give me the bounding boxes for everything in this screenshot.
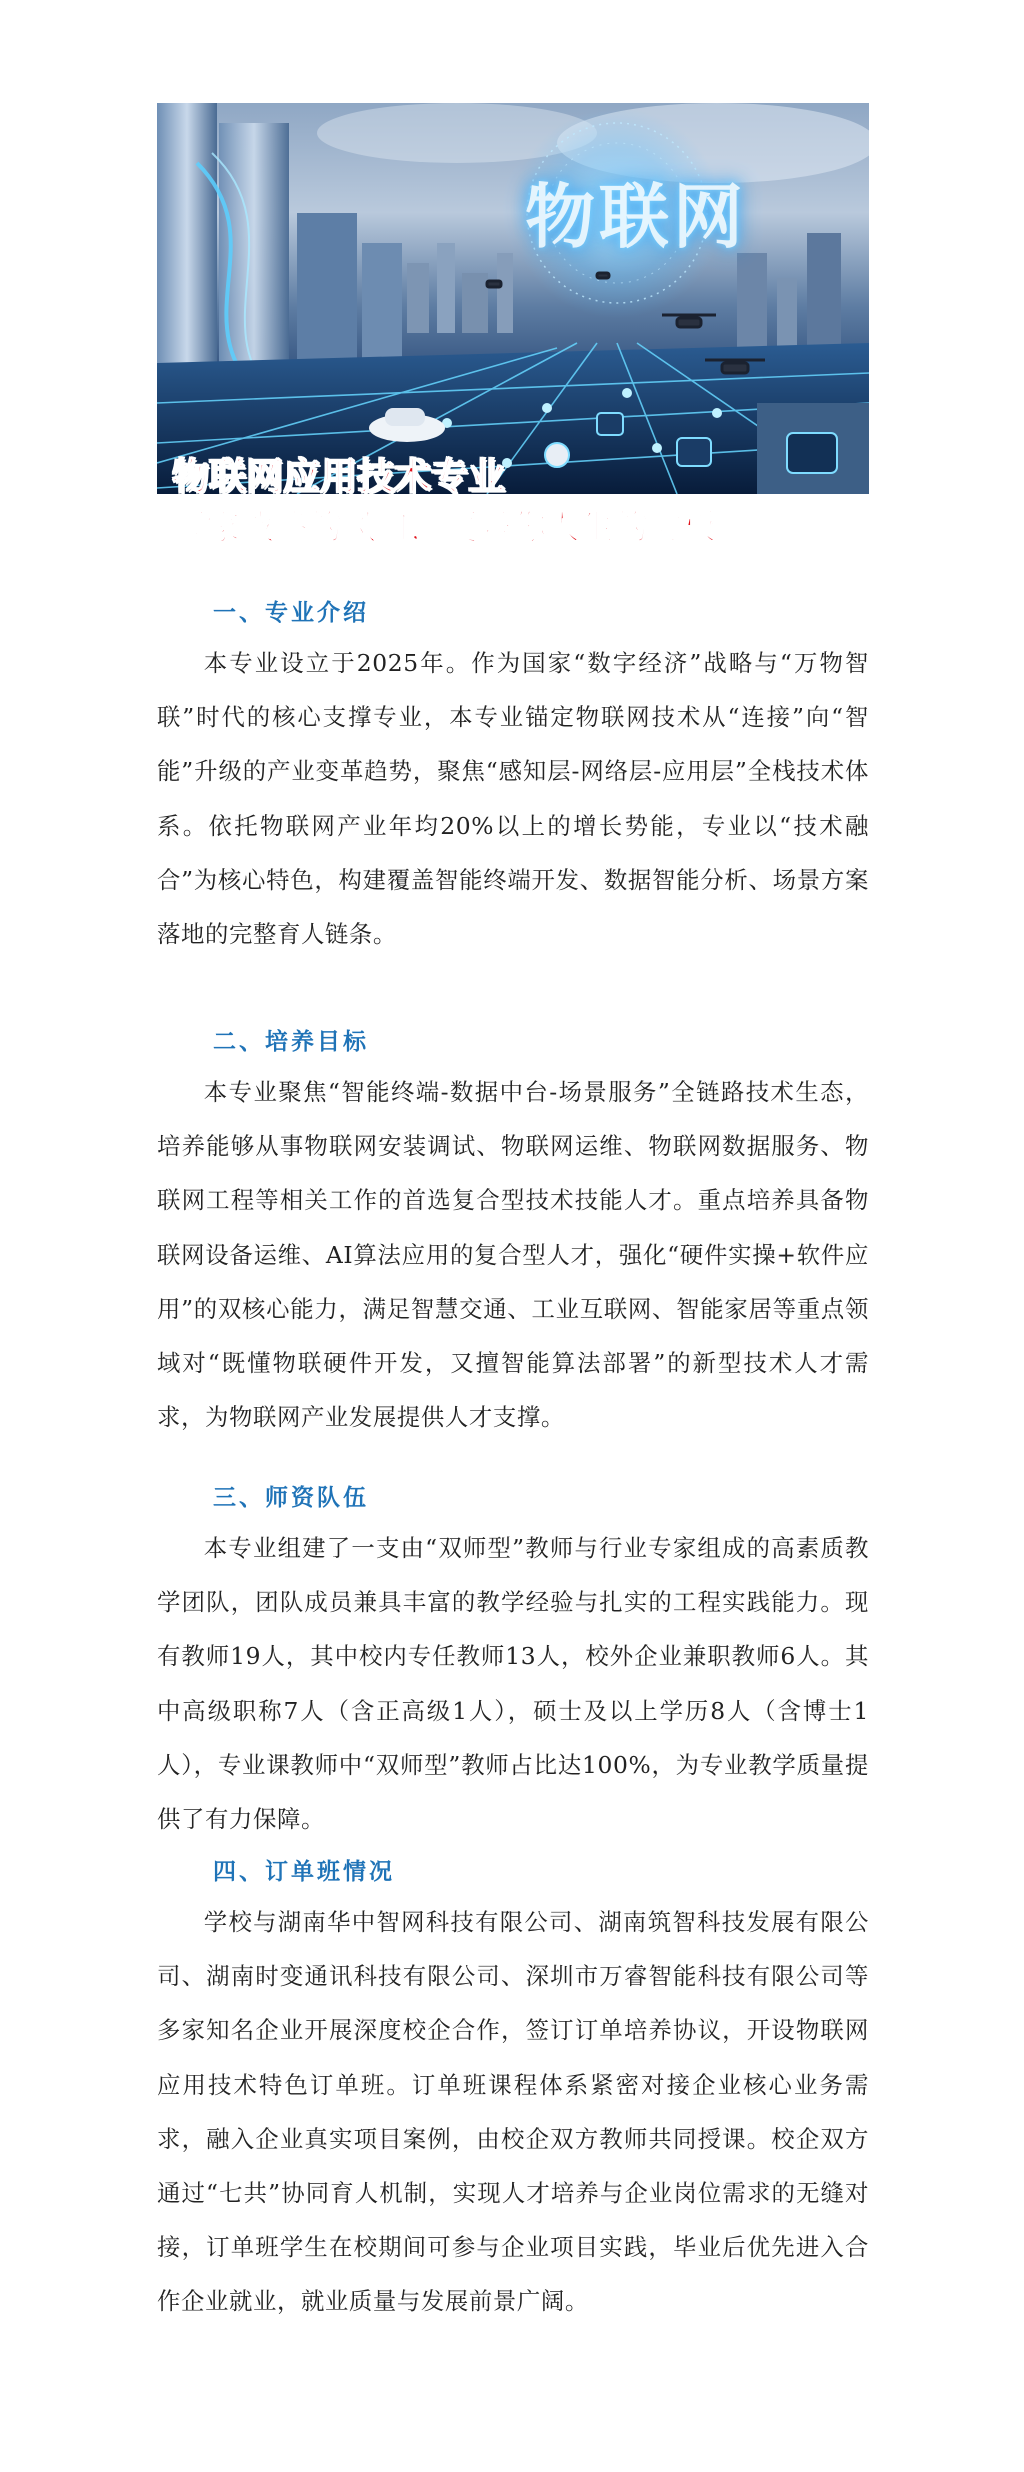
- section-heading-faculty: 三、师资队伍: [213, 1484, 369, 1511]
- banner-slogan-major: 物联网应用技术专业: [172, 455, 505, 498]
- section-heading-order-class: 四、订单班情况: [213, 1858, 395, 1885]
- section-body-order-class: 学校与湖南华中智网科技有限公司、湖南筑智科技发展有限公司、湖南时变通讯科技有限公司、深圳市万睿智能科技有限公司等多家知名企业开展深度校企合作，签订订单培养协议，开设物联网应用技术特色订单班。订单班课程体系紧密对接企业核心业务需求，融入企业真实项目案例，由校企双方教师共同授课。校企双方通过“七共”协同育人机制，实现人才培养与企业岗位需求的无缝对接，订单班学生在校期间可参与企业项目实践，毕业后优先进入合作企业就业，就业质量与发展前景广阔。: [157, 1908, 869, 2316]
- brand-glow-text: 物联网: [525, 176, 747, 258]
- section-body-faculty: 本专业组建了一支由“双师型”教师与行业专家组成的高素质教学团队，团队成员兼具丰富的教学经验与扎实的工程实践能力。现有教师19人，其中校内专任教师13人，校外企业兼职教师6人。其中高级职称7人（含正高级1人），硕士及以上学历8人（含博士1人），专业课教师中“双师型”教师占比达100%，为专业教学质量提供了有力保障。: [157, 1534, 869, 1834]
- section-body-goals: 本专业聚焦“智能终端-数据中台-场景服务”全链路技术生态，培养能够从事物联网安装调试、物联网运维、物联网数据服务、物联网工程等相关工作的首选复合型技术技能人才。重点培养具备物联网设备运维、AI算法应用的复合型人才，强化“硬件实操+软件应用”的双核心能力，满足智慧交通、工业互联网、智能家居等重点领域对“既懂物联硬件开发，又擅智能算法部署”的新型技术人才需求，为物联网产业发展提供人才支撑。: [157, 1078, 869, 1432]
- smart-city-illustration: [157, 103, 869, 494]
- section-heading-intro: 一、专业介绍: [213, 599, 369, 626]
- hero-banner: [157, 103, 869, 494]
- banner-slogan-tagline: 国家战略的风口，更是你人生的跳板。: [172, 508, 750, 548]
- section-body-intro: 本专业设立于2025年。作为国家“数字经济”战略与“万物智联”时代的核心支撑专业，本专业锚定物联网技术从“连接”向“智能”升级的产业变革趋势，聚焦“感知层-网络层-应用层”全栈技术体系。依托物联网产业年均20%以上的增长势能，专业以“技术融合”为核心特色，构建覆盖智能终端开发、数据智能分析、场景方案落地的完整育人链条。: [157, 649, 869, 949]
- section-heading-goals: 二、培养目标: [213, 1028, 369, 1055]
